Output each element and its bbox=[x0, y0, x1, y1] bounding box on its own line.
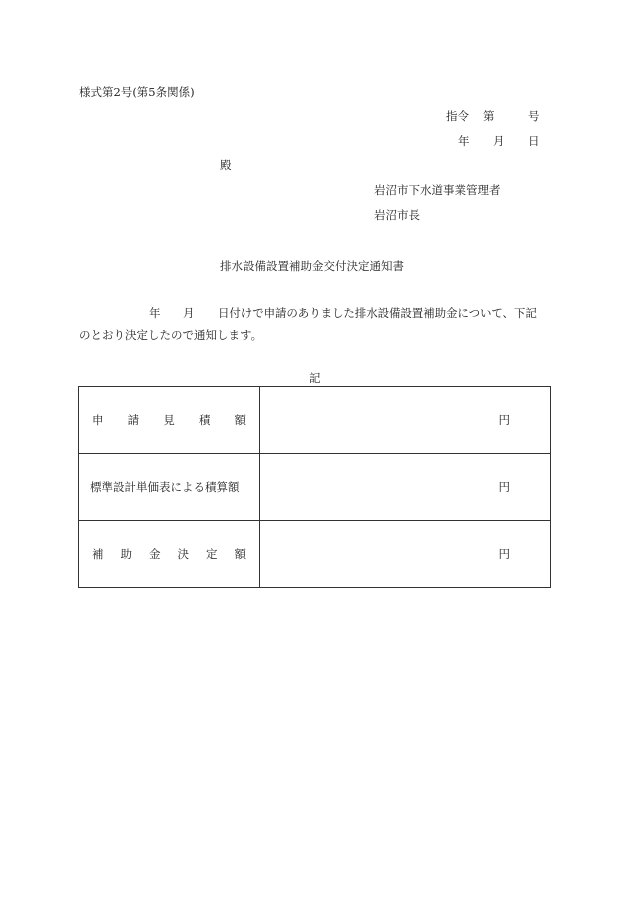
row3-char: 金 bbox=[149, 547, 161, 561]
yen-unit: 円 bbox=[498, 413, 510, 427]
directive-go: 号 bbox=[528, 109, 540, 123]
document-title: 排水設備設置補助金交付決定通知書 bbox=[220, 259, 404, 273]
row-label-spaced bbox=[79, 546, 259, 562]
ki-heading: 記 bbox=[309, 371, 321, 385]
addressee-suffix: 殿 bbox=[220, 158, 232, 172]
amount-cell bbox=[260, 521, 551, 588]
row3-char: 助 bbox=[120, 547, 132, 561]
directive-dai: 第 bbox=[483, 109, 495, 123]
row1-char: 額 bbox=[234, 413, 246, 427]
row3-char: 額 bbox=[234, 547, 246, 561]
form-number: 様式第2号(第5条関係) bbox=[79, 85, 195, 99]
row-label: 標準設計単価表による積算額 bbox=[90, 480, 240, 494]
row3-char: 定 bbox=[206, 547, 218, 561]
amount-table bbox=[78, 386, 551, 588]
body-month: 月 bbox=[183, 306, 195, 320]
row3-char: 補 bbox=[92, 547, 104, 561]
row3-char: 決 bbox=[177, 547, 189, 561]
row1-char: 請 bbox=[127, 413, 140, 427]
body-year: 年 bbox=[149, 306, 161, 320]
directive-prefix: 指令 bbox=[446, 109, 469, 123]
amount-cell bbox=[260, 387, 551, 454]
date-day: 日 bbox=[528, 134, 540, 148]
row1-char: 申 bbox=[92, 413, 104, 427]
label-cell bbox=[79, 521, 260, 588]
date-year: 年 bbox=[458, 134, 470, 148]
date-month: 月 bbox=[493, 134, 505, 148]
row1-char: 積 bbox=[198, 413, 211, 427]
row-label-spaced bbox=[79, 412, 259, 428]
body-line2: のとおり決定したので通知します。 bbox=[79, 328, 263, 342]
label-cell bbox=[79, 454, 260, 521]
table-row bbox=[79, 387, 551, 454]
row1-char: 見 bbox=[163, 413, 175, 427]
amount-cell bbox=[260, 454, 551, 521]
body-line1-rest: 日付けで申請のありました排水設備設置補助金について、下記 bbox=[218, 306, 537, 320]
issuer-line1: 岩沼市下水道事業管理者 bbox=[374, 183, 501, 197]
yen-unit: 円 bbox=[498, 480, 510, 494]
table-row bbox=[79, 521, 551, 588]
label-cell bbox=[79, 387, 260, 454]
yen-unit: 円 bbox=[498, 547, 510, 561]
table-row bbox=[79, 454, 551, 521]
issuer-line2: 岩沼市長 bbox=[374, 208, 420, 222]
